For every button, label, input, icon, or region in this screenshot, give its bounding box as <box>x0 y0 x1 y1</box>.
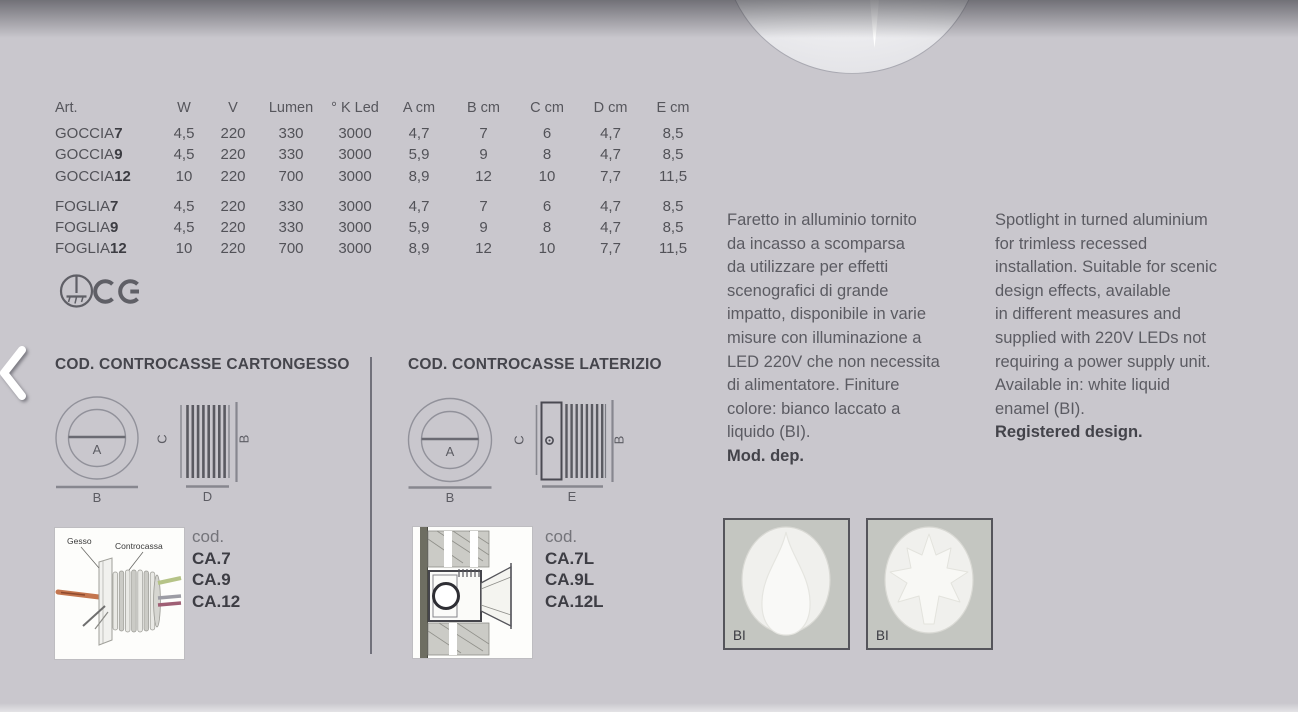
product-name: GOCCIA9 <box>55 146 123 164</box>
dim-label-depth: E <box>567 489 577 504</box>
spec-value: 220 <box>220 125 246 142</box>
spec-value: 8 <box>542 146 552 164</box>
spec-value: 4,5 <box>173 125 195 142</box>
code-item: CA.9 <box>192 570 231 590</box>
product-name: FOGLIA12 <box>55 240 127 258</box>
hero-product-photo <box>722 0 982 74</box>
spec-value: 8 <box>542 219 552 237</box>
mod-dep-note: Mod. dep. <box>727 446 804 465</box>
dim-label-a: A <box>445 444 455 459</box>
prev-page-arrow-icon[interactable] <box>0 344 29 402</box>
finish-code-label: BI <box>733 628 746 643</box>
spec-value: 6 <box>542 125 552 142</box>
spec-value: 220 <box>220 240 246 258</box>
spec-value: 8,5 <box>662 146 684 164</box>
spec-value: 7,7 <box>600 240 621 258</box>
dim-label-depth: D <box>202 489 213 504</box>
spec-value: 10 <box>175 240 193 258</box>
spec-value: 330 <box>278 197 304 215</box>
spec-value: 3000 <box>338 146 372 164</box>
spec-col-header: Lumen <box>268 100 314 116</box>
product-name: FOGLIA9 <box>55 219 119 237</box>
section-divider <box>370 357 372 654</box>
spec-value: 10 <box>175 167 193 185</box>
spec-value: 700 <box>278 167 304 185</box>
dim-label-a: A <box>92 442 102 457</box>
laterizio-diagram <box>400 392 645 510</box>
spec-value: 330 <box>278 219 304 237</box>
spec-col-header: V <box>228 100 238 116</box>
spec-value: 8,5 <box>662 125 684 142</box>
codes-label: cod. <box>192 527 225 546</box>
spec-value: 7,7 <box>600 167 621 185</box>
spec-value: 4,5 <box>173 146 195 164</box>
section-title-cartongesso: COD. CONTROCASSE CARTONGESSO <box>55 356 350 373</box>
description-italian <box>727 209 997 469</box>
spec-value: 330 <box>278 125 304 142</box>
description-english <box>995 209 1265 445</box>
spec-value: 220 <box>220 146 246 164</box>
spec-value: 220 <box>220 197 246 215</box>
spec-col-header: ° K Led <box>331 100 379 116</box>
spec-value: 12 <box>475 240 492 258</box>
dim-label-b-side: B <box>611 435 627 445</box>
spec-value: 4,5 <box>173 197 195 215</box>
spec-value: 4,7 <box>408 125 430 142</box>
spec-value: 8,5 <box>662 197 684 215</box>
spec-value: 8,5 <box>662 219 684 237</box>
spec-value: 9 <box>479 219 488 237</box>
spec-value: 10 <box>538 167 556 185</box>
product-name: FOGLIA7 <box>55 197 119 215</box>
photo-label-gesso: Gesso <box>67 536 92 546</box>
install-photo-laterizio <box>413 527 532 658</box>
codes-cartongesso <box>192 526 240 612</box>
ce-mark-icon <box>95 281 139 301</box>
codes-label: cod. <box>545 527 578 546</box>
description-english-text: Spotlight in turned aluminium for trimless recessed installation. Suitable for scenic design effects, available in different measures and supplied with 220V LEDs not requiring a power supply unit. Available in: white liquid enamel (BI). <box>995 211 1217 418</box>
code-item: CA.12L <box>545 591 604 611</box>
spec-value: 12 <box>475 167 492 185</box>
dim-label-c: C <box>154 434 170 444</box>
dim-label-b: B <box>445 490 455 505</box>
spec-value: 3000 <box>338 197 372 215</box>
registered-design-note: Registered design. <box>995 423 1143 442</box>
page-bottom-edge <box>0 703 1298 712</box>
spec-value: 7 <box>479 197 488 215</box>
dim-label-b-side: B <box>236 434 252 444</box>
dim-label-b: B <box>92 490 102 505</box>
table-group-gap <box>55 187 704 196</box>
spec-col-header: D cm <box>593 100 628 116</box>
code-item: CA.12 <box>192 591 241 611</box>
product-name: GOCCIA7 <box>55 125 123 142</box>
product-name: GOCCIA12 <box>55 167 131 185</box>
dim-label-c: C <box>511 435 527 445</box>
code-item: CA.9L <box>545 570 595 590</box>
finish-code-label: BI <box>876 628 889 643</box>
certification-icons <box>58 271 208 313</box>
spec-value: 11,5 <box>658 167 688 185</box>
description-italian-text: Faretto in alluminio tornito da incasso a scomparsa da utilizzare per effetti scenografici di grande impatto, disponibile in varie misure con illuminazione a LED 220V che non necessita di alimentatore. Finiture colore: bianco laccato a liquido (BI). <box>727 211 940 442</box>
spec-value: 9 <box>479 146 488 164</box>
spec-value: 4,7 <box>600 219 621 237</box>
spec-value: 5,9 <box>408 219 430 237</box>
spec-value: 7 <box>479 125 488 142</box>
spec-value: 8,9 <box>408 240 430 258</box>
photo-label-controcassa: Controcassa <box>115 541 163 551</box>
spec-value: 8,9 <box>408 167 430 185</box>
spec-col-header: Art. <box>55 100 78 116</box>
spec-value: 330 <box>278 146 304 164</box>
spec-value: 3000 <box>338 167 372 185</box>
finish-swatch-goccia-bi <box>723 518 850 650</box>
spec-value: 4,7 <box>600 146 621 164</box>
section-title-laterizio: COD. CONTROCASSE LATERIZIO <box>408 356 662 373</box>
spec-value: 3000 <box>338 219 372 237</box>
spec-value: 4,7 <box>408 197 430 215</box>
finish-swatch-foglia-bi <box>866 518 993 650</box>
spec-value: 4,5 <box>173 219 195 237</box>
spec-value: 220 <box>220 167 246 185</box>
spec-value: 11,5 <box>658 240 688 258</box>
spec-table <box>55 100 704 260</box>
earth-class-icon <box>61 276 92 307</box>
install-photo-cartongesso <box>55 528 184 659</box>
code-item: CA.7 <box>192 548 231 568</box>
cartongesso-diagram <box>40 392 265 510</box>
spec-value: 4,7 <box>600 125 621 142</box>
spec-col-header: E cm <box>656 100 690 116</box>
page-top-shadow <box>0 0 1298 38</box>
spec-value: 220 <box>220 219 246 237</box>
spec-col-header: W <box>177 100 191 116</box>
code-item: CA.7L <box>545 548 595 568</box>
spec-value: 10 <box>538 240 556 258</box>
spec-value: 700 <box>278 240 304 258</box>
spec-value: 4,7 <box>600 197 621 215</box>
codes-laterizio <box>545 526 604 612</box>
spec-value: 5,9 <box>408 146 430 164</box>
spec-col-header: A cm <box>402 100 436 116</box>
spec-value: 3000 <box>338 125 372 142</box>
spec-col-header: C cm <box>530 100 564 116</box>
spec-value: 6 <box>542 197 552 215</box>
spec-col-header: B cm <box>466 100 501 116</box>
spec-value: 3000 <box>338 240 372 258</box>
